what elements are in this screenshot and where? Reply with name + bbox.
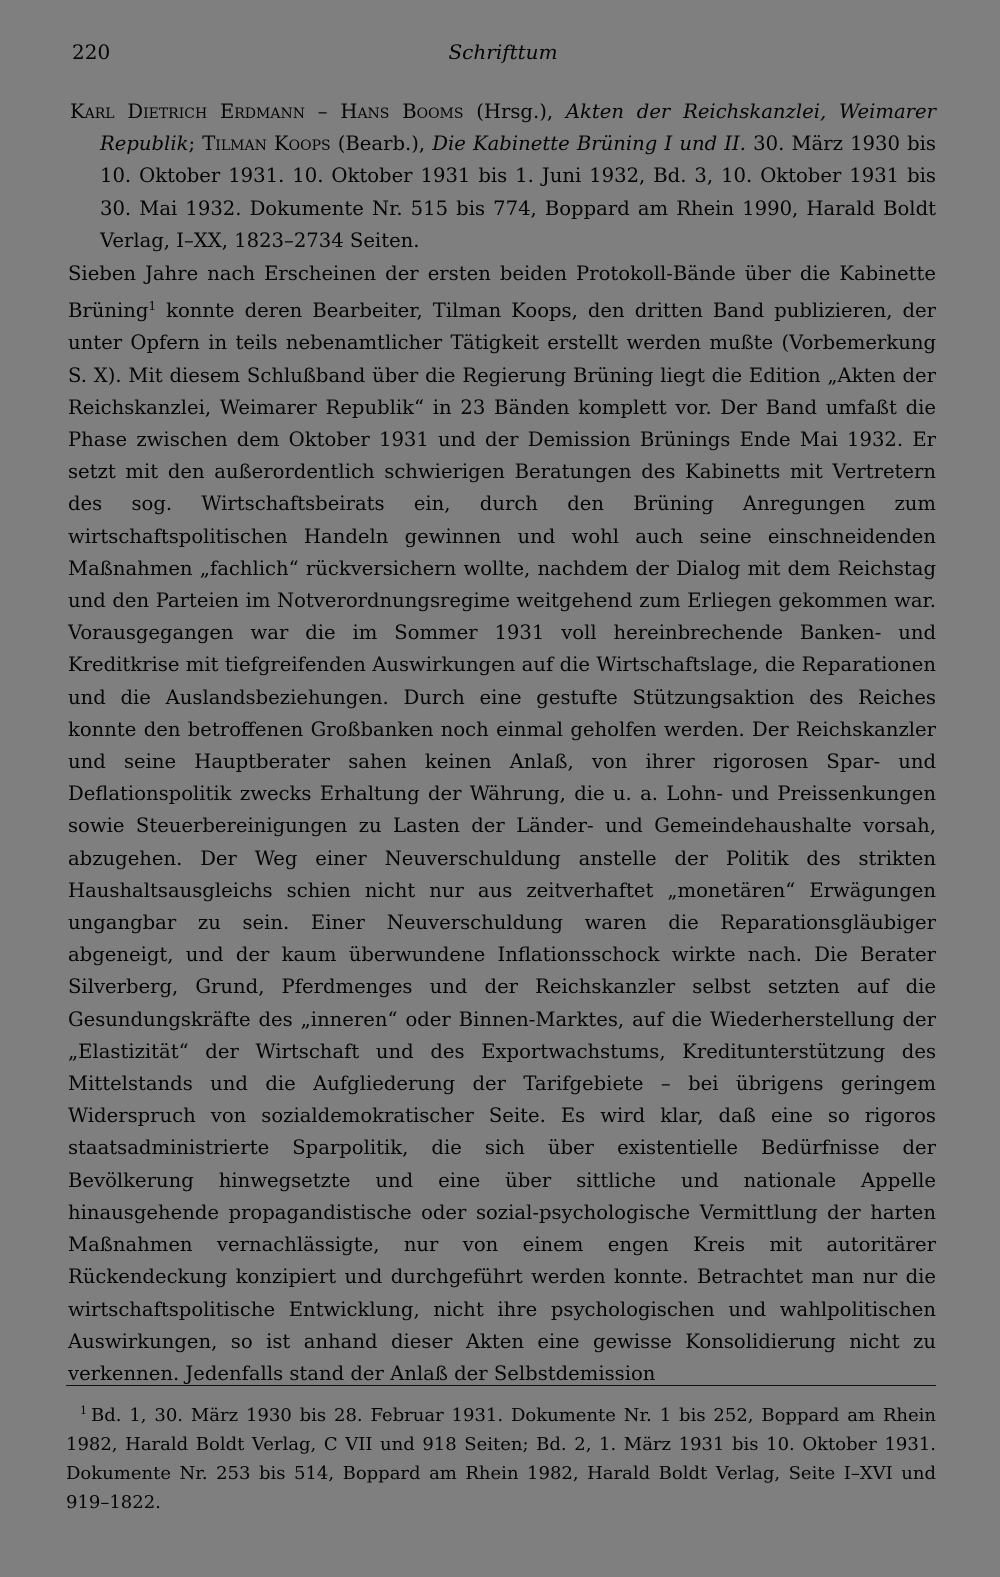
footnote-mark: 1 xyxy=(80,1404,87,1417)
page-header xyxy=(72,40,934,72)
footnote xyxy=(66,1396,936,1517)
body-text-start: Sieben Jahre nach Erscheinen der ersten beiden Protokoll-Bände über die Kabinette Brüning xyxy=(68,262,936,323)
compiler-role: (Bearb.), xyxy=(330,132,433,156)
review-body xyxy=(68,258,936,1390)
publication-details: 30. März 1930 bis 10. Oktober 1931. 10. Oktober 1931 bis 1. Juni 1932, Bd. 3, 10. Oktober 1931 bis 30. Mai 1932. Dokumente Nr. 515 bis 774, Boppard am Rhein 1990, Harald Boldt Verlag, I–XX, 1823–2734 Seiten. xyxy=(100,132,936,252)
footnote-divider xyxy=(66,1385,936,1386)
compiler: Tilman Koops xyxy=(202,132,331,156)
volume-title: Die Kabinette Brüning I und II. xyxy=(432,132,746,156)
footnote-reference: 1 xyxy=(148,299,157,314)
footnote-text: Bd. 1, 30. März 1930 bis 28. Februar 1931. Dokumente Nr. 1 bis 252, Boppard am Rhein 1982, Harald Boldt Verlag, C VII und 918 Seiten; Bd. 2, 1. März 1931 bis 10. Oktober 1931. Dokumente Nr. 253 bis 514, Boppard am Rhein 1982, Harald Boldt Verlag, Seite I–XVI und 919–1822. xyxy=(66,1405,936,1513)
editors: Karl Dietrich Erdmann – Hans Booms xyxy=(70,100,464,123)
running-title: Schrifttum xyxy=(448,40,558,64)
body-text-rest: konnte deren Bearbeiter, Tilman Koops, den dritten Band publizieren, der unter Opfern in teils nebenamtlicher Tätigkeit erstellt werden mußte (Vorbemerkung S. X). Mit diesem Schlußband über die Regierung Brüning liegt die Edition „Akten der Reichskanzlei, Weimarer Republik“ in 23 Bänden komplett vor. Der Band umfaßt die Phase zwischen dem Oktober 1931 und der Demission Brünings Ende Mai 1932. Er setzt mit den außerordentlich schwierigen Beratungen des Kabinetts mit Vertretern des sog. Wirtschaftsbeirats ein, durch den Brüning Anregungen zum wirtschaftspolitischen Handeln gewinnen und wohl auch seine einschneidenden Maßnahmen „fachlich“ rückversichern wollte, nachdem der Dialog mit dem Reichstag und den Parteien im Notverordnungsregime weitgehend zum Erliegen gekommen war. Vorausgegangen war die im Sommer 1931 voll hereinbrechende Banken- und Kreditkrise mit tiefgreifenden Auswirkungen auf die Wirtschaftslage, die Reparationen und die Auslandsbeziehungen. Durch eine gestufte Stützungsaktion des Reiches konnte den betroffenen Großbanken noch einmal geholfen werden. Der Reichskanzler und seine Hauptberater sahen keinen Anlaß, von ihrer rigorosen Spar- und Deflationspolitik zwecks Erhaltung der Währung, die u. a. Lohn- und Preissenkungen sowie Steuerbereinigungen zu Lasten der Länder- und Gemeindehaushalte vorsah, abzugehen. Der Weg einer Neuverschuldung anstelle der Politik des strikten Haushaltsausgleichs schien nicht nur aus zeitverhaftet „monetären“ Erwägungen ungangbar zu sein. Einer Neuverschuldung waren die Reparationsgläubiger abgeneigt, und der kaum überwundene Inflationsschock wirkte nach. Die Berater Silverberg, Grund, Pferdmenges und der Reichskanzler selbst setzten auf die Gesundungskräfte des „inneren“ oder Binnen-Marktes, auf die Wiederherstellung der „Elastizität“ der Wirtschaft und des Exportwachstums, Kreditunterstützung des Mittelstands und die Aufgliederung der Tarifgebiete – bei übrigens geringem Widerspruch von sozialdemokratischer Seite. Es wird klar, daß eine so rigoros staatsadministrierte Sparpolitik, die sich über existentielle Bedürfnisse der Bevölkerung hinwegsetzte und eine über sittliche und nationale Appelle hinausgehende propagandistische oder sozial-psychologische Vermittlung der harten Maßnahmen vernachlässigte, nur von einem engen Kreis mit autoritärer Rückendeckung konzipiert und durchgeführt werden konnte. Betrachtet man nur die wirtschaftspolitische Entwicklung, nicht ihre psychologischen und wahlpolitischen Auswirkungen, so ist anhand dieser Akten eine gewisse Konsolidierung nicht zu verkennen. Jedenfalls stand der Anlaß der Selbstdemission xyxy=(68,299,936,1385)
editors-role: (Hrsg.), xyxy=(463,100,566,123)
series-title: Akten der Reichskanzlei, Weimarer Republik xyxy=(100,100,936,156)
separator: ; xyxy=(188,132,203,156)
bibliographic-entry xyxy=(70,96,936,257)
page-number: 220 xyxy=(72,40,111,64)
